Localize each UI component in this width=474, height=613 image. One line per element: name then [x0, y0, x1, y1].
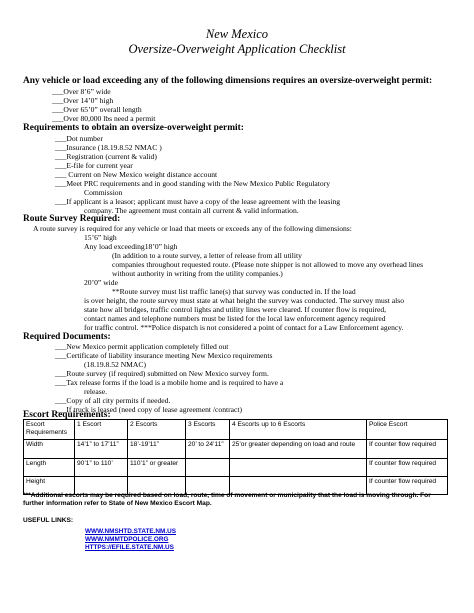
table-cell [186, 459, 230, 477]
route-survey-text: 20’0” wide [84, 278, 118, 287]
table-header-cell: 3 Escorts [186, 420, 230, 440]
document-item: ___Certificate of liability insurance meeting New Mexico requirements [55, 351, 273, 360]
dimension-item: ___Over 8’6” wide [52, 87, 111, 96]
table-header-cell: 1 Escort [75, 420, 128, 440]
requirement-item: ___Meet PRC requirements and in good standing with the New Mexico Public Regulatory [55, 179, 331, 188]
dimension-item: ___Over 80,000 lbs need a permit [52, 114, 156, 123]
requirement-item-cont: Commission [84, 188, 123, 197]
table-cell: Width [24, 440, 75, 459]
table-cell: 90’1” to 110’ [75, 459, 128, 477]
table-cell: 25’or greater depending on load and route [230, 440, 367, 459]
table-cell: Length [24, 459, 75, 477]
route-survey-text: **Route survey must list traffic lane(s) that survey was conducted in. If the load [112, 287, 356, 296]
route-survey-heading: Route Survey Required: [23, 214, 121, 224]
table-header-row [24, 420, 448, 440]
requirement-item: ___Registration (current & valid) [55, 152, 157, 161]
link-efile[interactable]: HTTPS://EFILE.STATE.NM.US [85, 544, 174, 551]
escort-heading: Escort Requirements: [23, 410, 111, 420]
documents-heading: Required Documents: [23, 332, 111, 342]
route-survey-text: is over height, the route survey must state at what height the survey was conducted. The survey must also [84, 296, 404, 305]
requirement-item: ___Insurance (18.19.8.52 NMAC ) [55, 143, 162, 152]
table-cell: 18’-19’11” [128, 440, 186, 459]
dimensions-heading: Any vehicle or load exceeding any of the following dimensions requires an oversize-overweight permit: [23, 76, 433, 86]
page-title-line2: Oversize-Overweight Application Checklist [128, 42, 346, 56]
link-nmmtdpolice[interactable]: WWW.NMMTDPOLICE.ORG [85, 536, 169, 543]
document-item: ___If truck is leased (need copy of lease agreement /contract) [55, 405, 243, 414]
table-header-cell: Escort Requirements [24, 420, 75, 440]
route-survey-text: A route survey is required for any vehicle or load that meets or exceeds any of the following dimensions: [33, 224, 352, 233]
table-header-cell: 4 Escorts up to 6 Escorts [230, 420, 367, 440]
requirement-item: ___If applicant is a leasor; applicant must have a copy of the lease agreement with the leasing [55, 197, 341, 206]
page-title-line1: New Mexico [205, 27, 269, 41]
route-survey-text: without authority in writing from the utility companies.) [112, 269, 283, 278]
requirement-item: ___ Current on New Mexico weight distance account [55, 170, 218, 179]
document-item: ___Copy of all city permits if needed. [55, 396, 171, 405]
dimension-item: ___Over 14’0” high [52, 96, 114, 105]
document-item-cont: release. [84, 387, 107, 396]
requirement-item-cont: company. The agreement must contain all current & valid information. [84, 206, 299, 215]
table-header-cell: 2 Escorts [128, 420, 186, 440]
document-item: ___Tax release forms if the load is a mobile home and is required to have a [55, 378, 284, 387]
document-item: ___New Mexico permit application completely filled out [55, 342, 229, 351]
route-survey-text: for traffic control. ***Police dispatch is not considered a point of contact for a Law Enforcement agency. [84, 323, 404, 332]
table-cell: Height [24, 477, 75, 495]
route-survey-text: state how all bridges, traffic control lights and utility lines were cleared. If counter flow is required, [84, 305, 387, 314]
route-survey-text: (In addition to a route survey, a letter of release from all utility [112, 251, 302, 260]
useful-links-heading: USEFUL LINKS: [23, 517, 74, 524]
table-row [24, 459, 448, 477]
route-survey-text: Any load exceeding18’0” high [84, 242, 178, 251]
route-survey-text: companies throughout requested route. (Please note shipper is not allowed to move any overhead lines [112, 260, 424, 269]
route-survey-text: 15’6” high [84, 233, 117, 242]
table-header-cell: Police Escort [367, 420, 448, 440]
table-cell: 110’1” or greater [128, 459, 186, 477]
table-cell: 14’1” to 17’11” [75, 440, 128, 459]
table-cell [230, 459, 367, 477]
document-item: ___Route survey (if required) submitted on New Mexico survey form. [55, 369, 269, 378]
table-cell: If counter flow required [367, 477, 448, 495]
route-survey-text: contact names and telephone numbers must be listed for the local law enforcement agency required [84, 314, 386, 323]
table-cell: 20’ to 24’11” [186, 440, 230, 459]
table-cell: If counter flow required [367, 459, 448, 477]
dimension-item: ___Over 65’0” overall length [52, 105, 142, 114]
escort-table [23, 419, 448, 495]
requirement-item: ___E-file for current year [55, 161, 133, 170]
requirement-item: ___Dot number [55, 134, 103, 143]
link-nmshtd[interactable]: WWW.NMSHTD.STATE.NM.US [85, 528, 176, 535]
requirements-heading: Requirements to obtain an oversize-overweight permit: [23, 123, 244, 133]
table-row [24, 440, 448, 459]
table-cell: If counter flow required [367, 440, 448, 459]
document-item-cont: (18.19.8.52 NMAC) [84, 360, 147, 369]
escort-note: ***Additional escorts may be required based on load, route, time of movement or municipality that the load is moving through. For further information refer to State of New Mexico Escort Map. [23, 492, 431, 507]
